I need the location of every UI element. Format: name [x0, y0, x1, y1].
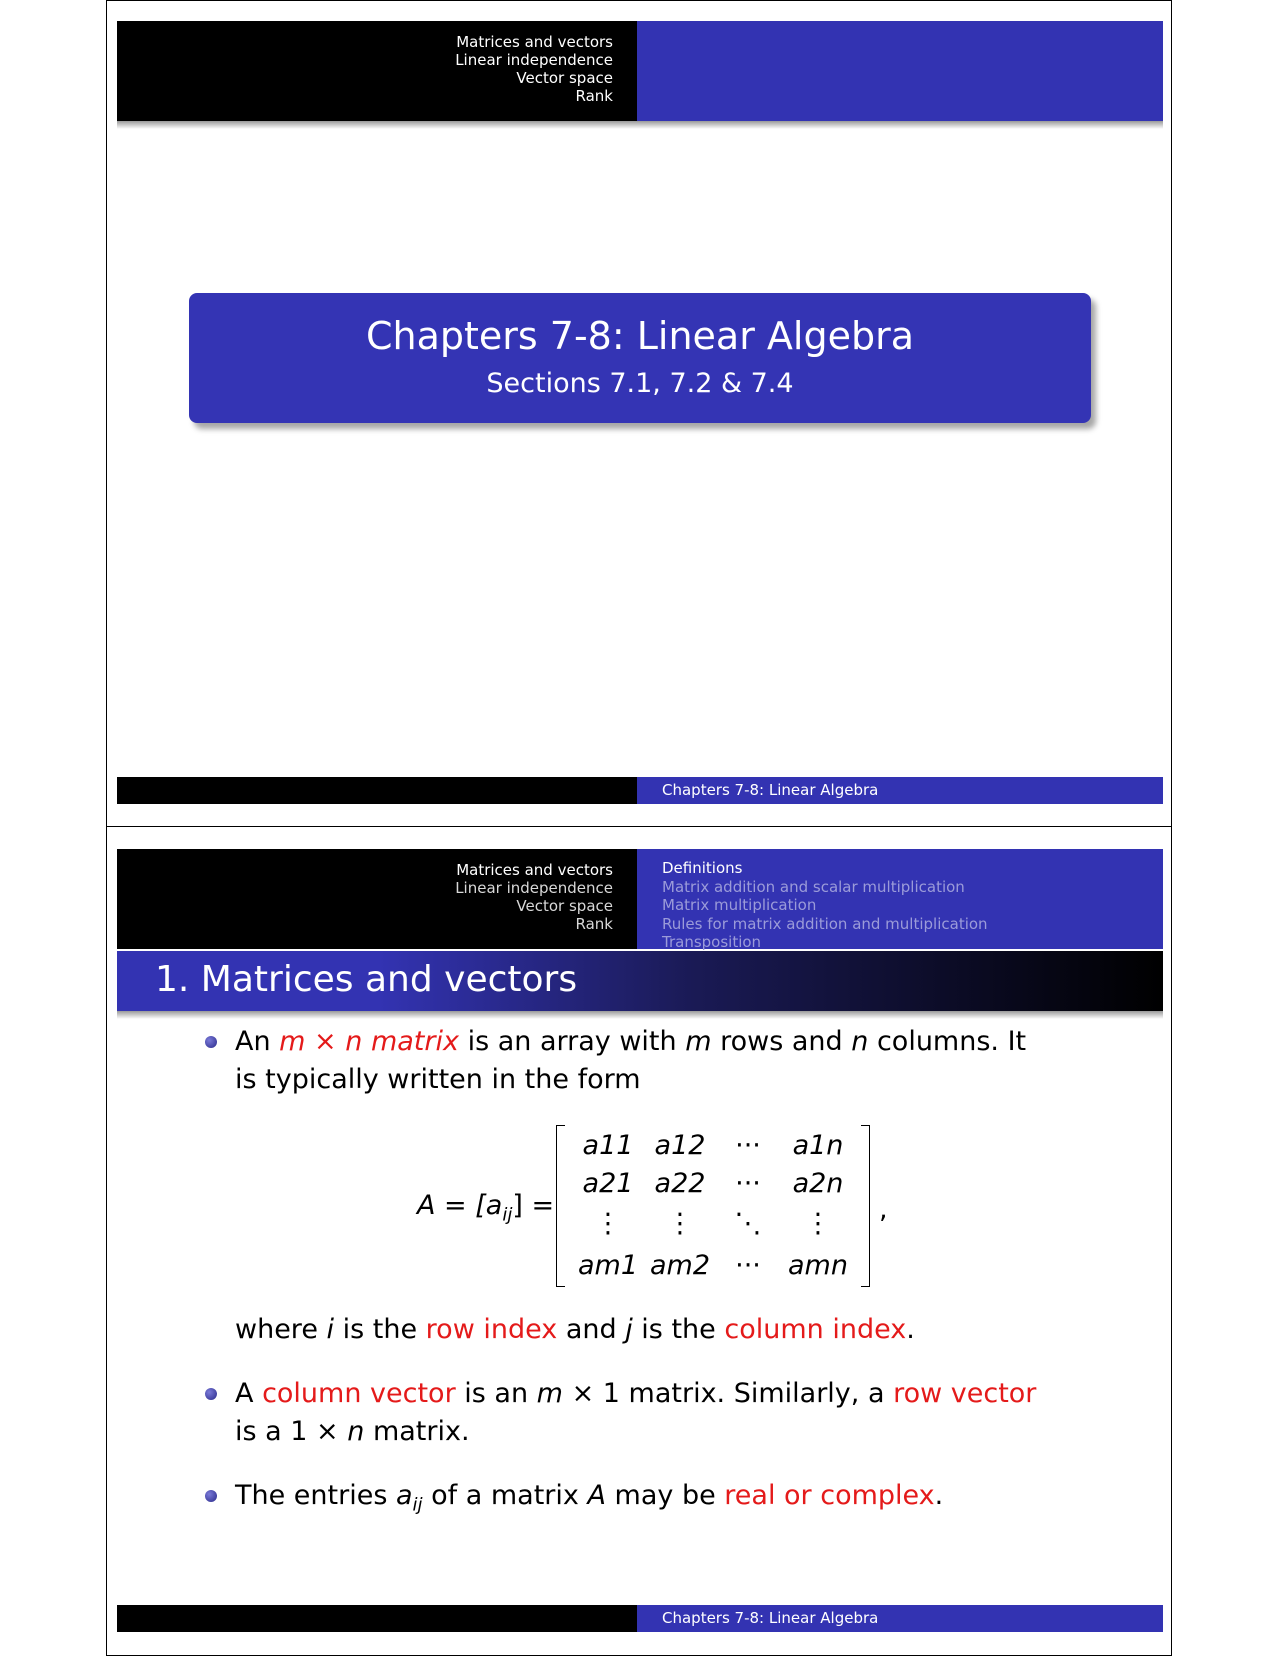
math-m: m [536, 1378, 563, 1409]
text-span: where [235, 1314, 327, 1345]
nav-section-link[interactable]: Matrices and vectors [456, 33, 613, 51]
matrix-row [573, 1247, 853, 1285]
math-lhs-sub: ij [502, 1204, 513, 1226]
matrix-entry: a22 [654, 1168, 706, 1199]
text-span: rows and [711, 1026, 852, 1057]
matrix-entry: am1 [577, 1250, 639, 1281]
bullet-ball-icon [205, 1388, 217, 1400]
presentation-title: Chapters 7-8: Linear Algebra [365, 314, 914, 358]
text-span: × 1 matrix. Similarly, a [562, 1378, 894, 1409]
matrix-entry: a12 [654, 1130, 706, 1161]
matrix-entry: ⋮ [804, 1208, 832, 1239]
title-shadow [117, 1011, 1163, 1019]
nav-section-link[interactable]: Rank [575, 915, 613, 933]
subsection-nav [637, 849, 1163, 949]
nav-subsection-link[interactable]: Transposition [662, 933, 762, 951]
matrix-entry: amn [788, 1250, 848, 1281]
nav-section-link-current[interactable]: Matrices and vectors [456, 861, 613, 879]
nav-section-link[interactable]: Linear independence [455, 51, 613, 69]
where-line [235, 1311, 1055, 1349]
matrix-entry: ··· [735, 1250, 761, 1281]
matrix-row [573, 1205, 853, 1243]
matrix-trailing-comma: , [879, 1194, 888, 1225]
nav-section-link[interactable]: Rank [575, 87, 613, 105]
text-span: columns. It is typically written in the form [235, 1026, 1027, 1095]
footer-title[interactable]: Chapters 7-8: Linear Algebra [637, 777, 1163, 804]
text-span: A [235, 1378, 263, 1409]
math-a-sub: ij [412, 1494, 423, 1516]
text-span: . [934, 1480, 944, 1511]
nav-section-link[interactable]: Vector space [516, 69, 613, 87]
math-j: j [625, 1314, 633, 1345]
left-bracket [556, 1125, 565, 1287]
matrix-row [573, 1127, 853, 1165]
text-span: of a matrix [422, 1480, 588, 1511]
math-lhs-end: ] = [512, 1190, 555, 1221]
text-span: is the [334, 1314, 426, 1345]
text-span: An [235, 1026, 280, 1057]
math-n: n [851, 1026, 869, 1057]
footer-left [117, 777, 637, 804]
bullet-item [235, 1375, 1055, 1451]
matrix-entry: ··· [735, 1168, 761, 1199]
math-lhs: A = [a [417, 1190, 503, 1221]
matrix-entry: am2 [649, 1250, 711, 1281]
frame-title: 1. Matrices and vectors [155, 959, 578, 1000]
matrix-entry: ⋮ [594, 1208, 622, 1239]
navigation-header [117, 21, 1163, 121]
text-span: may be [605, 1480, 725, 1511]
bullet-item [235, 1023, 1055, 1099]
footer-bar [117, 777, 1163, 804]
term-row-vector: row vector [893, 1378, 1037, 1409]
text-span: and [557, 1314, 626, 1345]
matrix-lhs [417, 1187, 554, 1234]
footer-title[interactable]: Chapters 7-8: Linear Algebra [637, 1605, 1163, 1632]
text-span: is an [455, 1378, 537, 1409]
navigation-header [117, 849, 1163, 949]
header-shadow [117, 121, 1163, 129]
text-span: matrix. [364, 1416, 470, 1447]
bullet-item [235, 1477, 1055, 1524]
text-span: is a 1 × [235, 1416, 348, 1447]
math-a: a [395, 1480, 413, 1511]
matrix-entry: a2n [792, 1168, 844, 1199]
text-span: is an array with [458, 1026, 686, 1057]
footer-bar [117, 1605, 1163, 1632]
presentation-subtitle: Sections 7.1, 7.2 & 7.4 [486, 368, 794, 399]
title-block [189, 293, 1091, 423]
matrix-entry: a11 [582, 1130, 634, 1161]
section-nav [117, 849, 637, 949]
matrix-entry: ⋱ [734, 1208, 762, 1239]
subsection-nav [637, 21, 1163, 121]
term-matrix: m × n matrix [279, 1026, 459, 1057]
nav-section-link[interactable]: Vector space [516, 897, 613, 915]
section-nav [117, 21, 637, 121]
nav-subsection-link[interactable]: Matrix addition and scalar multiplication [662, 877, 965, 896]
math-m: m [685, 1026, 712, 1057]
footer-left [117, 1605, 637, 1632]
text-span: The entries [235, 1480, 396, 1511]
term-column-index: column index [724, 1314, 907, 1345]
math-A: A [587, 1480, 606, 1511]
term-row-index: row index [425, 1314, 558, 1345]
title-slide [106, 0, 1172, 828]
right-bracket [861, 1125, 870, 1287]
nav-subsection-link[interactable]: Matrix multiplication [662, 896, 817, 914]
text-span: is the [632, 1314, 725, 1345]
matrix-entry: ··· [735, 1130, 761, 1161]
bullet-ball-icon [205, 1490, 217, 1502]
term-column-vector: column vector [262, 1378, 456, 1409]
content-slide [106, 826, 1172, 1656]
text-span: . [906, 1314, 915, 1345]
math-n: n [347, 1416, 365, 1447]
matrix-entry: a21 [582, 1168, 634, 1199]
nav-section-link[interactable]: Linear independence [455, 879, 613, 897]
term-real-or-complex: real or complex [724, 1480, 935, 1511]
bullet-ball-icon [205, 1036, 217, 1048]
frame-title-bar [117, 951, 1163, 1011]
matrix-entry: ⋮ [666, 1208, 694, 1239]
nav-subsection-link[interactable]: Rules for matrix addition and multiplication [662, 914, 988, 933]
math-i: i [326, 1314, 335, 1345]
matrix-row [573, 1165, 853, 1203]
matrix-entry: a1n [792, 1130, 844, 1161]
nav-subsection-link-current[interactable]: Definitions [662, 859, 743, 877]
